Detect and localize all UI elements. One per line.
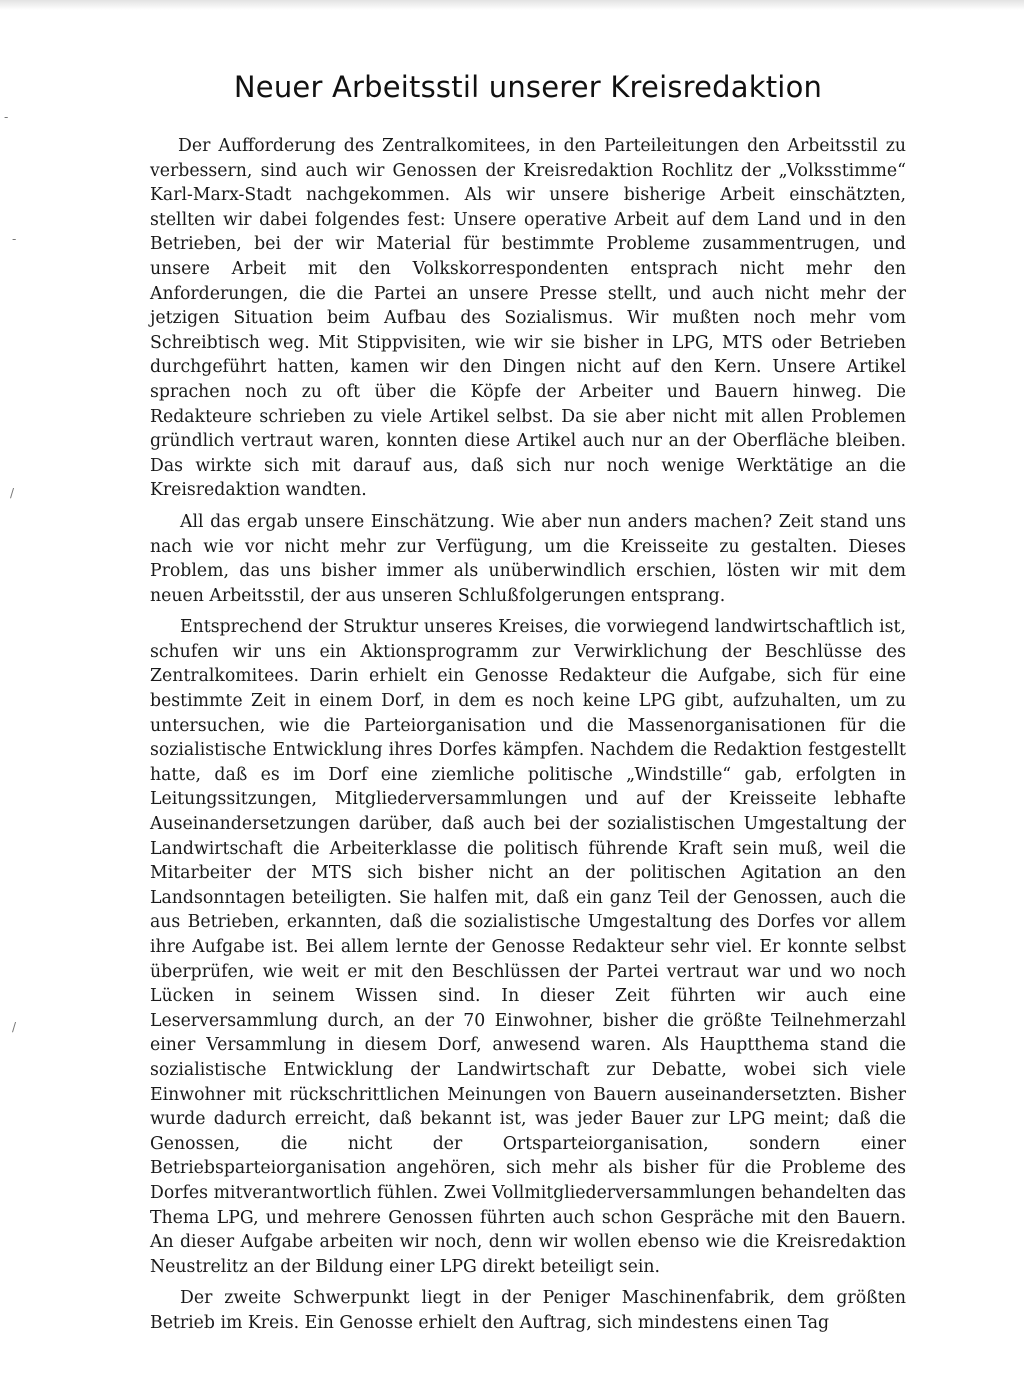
scan-margin-mark: / xyxy=(10,486,15,500)
article-paragraph: Der Aufforderung des Zentralkomitees, in den Parteileitungen den Arbeitsstil zu verbessern, sind auch wir Genossen der Kreisredaktion Rochlitz der „Volksstimme“ Karl-Marx-Stadt nachgekommen. Als wir unsere bisherige Arbeit einschätzten, stellten wir dabei folgendes fest: Unsere operative Arbeit auf dem Land und in den Betrieben, bei der wir Material für bestimmte Probleme zusammentrugen, und unsere Arbeit mit den Volkskorrespondenten entsprach nicht mehr den Anforderungen, die die Partei an unsere Presse stellt, und auch nicht mehr der jetzigen Situation beim Aufbau des Sozialismus. Wir mußten noch mehr vom Schreibtisch weg. Mit Stippvisiten, wie wir sie bisher in LPG, MTS oder Betrieben durchgeführt hatten, kamen wir den Dingen nicht auf den Kern. Unsere Artikel sprachen noch zu oft über die Köpfe der Arbeiter und Bauern hinweg. Die Redakteure schrieben zu viele Artikel selbst. Da sie aber nicht mit allen Problemen gründlich vertraut waren, konnten diese Artikel auch nur an der Oberfläche bleiben. Das wirkte sich mit darauf aus, daß sich nur noch wenige Werktätige an die Kreisredaktion wandten. xyxy=(150,136,906,501)
scan-margin-mark: - xyxy=(4,110,9,124)
scan-margin-mark: / xyxy=(12,1020,17,1034)
article-paragraph: Entsprechend der Struktur unseres Kreises, die vorwiegend landwirtschaftlich ist, schufen wir uns ein Aktionsprogramm zur Verwirklichung der Beschlüsse des Zentralkomitees. Darin erhielt ein Genosse Redakteur die Aufgabe, sich für eine bestimmte Zeit in einem Dorf, in dem es noch keine LPG gibt, aufzuhalten, um zu untersuchen, wie die Parteiorganisation und die Massenorganisationen für die sozialistische Entwicklung ihres Dorfes kämpfen. Nachdem die Redaktion festgestellt hatte, daß es im Dorf eine ziemliche politische „Windstille“ gab, erfolgten in Leitungssitzungen, Mitgliederversammlungen und auf der Kreisseite lebhafte Auseinandersetzungen darüber, daß auch bei der sozialistischen Umgestaltung der Landwirtschaft die Arbeiterklasse die politisch führende Kraft sein muß, weil die Mitarbeiter der MTS sich bisher nicht an der politischen Agitation an den Landsonntagen beteiligten. Sie halfen mit, daß ein ganz Teil der Genossen, auch die aus Betrieben, erkannten, daß die sozialistische Umgestaltung des Dorfes vor allem ihre Aufgabe ist. Bei allem lernte der Genosse Redakteur sehr viel. Er konnte selbst überprüfen, wie weit er mit den Beschlüssen der Partei vertraut war und wo noch Lücken in seinem Wissen sind. In dieser Zeit führten wir auch eine Leserversammlung durch, an der 70 Einwohner, bisher die größte Teilnehmerzahl einer Versammlung in diesem Dorf, anwesend waren. Als Hauptthema stand die sozialistische Entwicklung der Landwirtschaft zur Debatte, wobei sich viele Einwohner mit rückschrittlichen Meinungen von Bauern auseinandersetzten. Bisher wurde dadurch erreicht, daß bekannt ist, was jeder Bauer zur LPG meint; daß die Genossen, die nicht der Ortsparteiorganisation, sondern einer Betriebsparteiorganisation angehören, sich mehr als bisher für die Probleme des Dorfes mitverantwortlich fühlen. Zwei Vollmitgliederversammlungen behandelten das Thema LPG, und mehrere Genossen führten auch schon Gespräche mit den Bauern. An dieser Aufgabe arbeiten wir noch, denn wir wollen ebenso wie die Kreisredaktion Neustrelitz an der Bildung einer LPG direkt beteiligt sein. xyxy=(150,617,906,1277)
scan-top-edge xyxy=(0,0,1024,10)
article-paragraph: All das ergab unsere Einschätzung. Wie aber nun anders machen? Zeit stand uns nach wie vor nicht mehr zur Verfügung, um die Kreisseite zu gestalten. Dieses Problem, das uns bisher immer als unüberwindlich erschien, lösten wir mit dem neuen Arbeitsstil, der aus unseren Schlußfolgerungen entsprang. xyxy=(150,511,906,606)
article-paragraph: Der zweite Schwerpunkt liegt in der Peniger Maschinenfabrik, dem größten Betrieb im Kreis. Ein Genosse erhielt den Auftrag, sich mindestens einen Tag xyxy=(150,1288,906,1333)
article xyxy=(150,70,906,1343)
article-title: Neuer Arbeitsstil unserer Kreisredaktion xyxy=(233,70,823,104)
scan-margin-mark: - xyxy=(12,232,17,246)
